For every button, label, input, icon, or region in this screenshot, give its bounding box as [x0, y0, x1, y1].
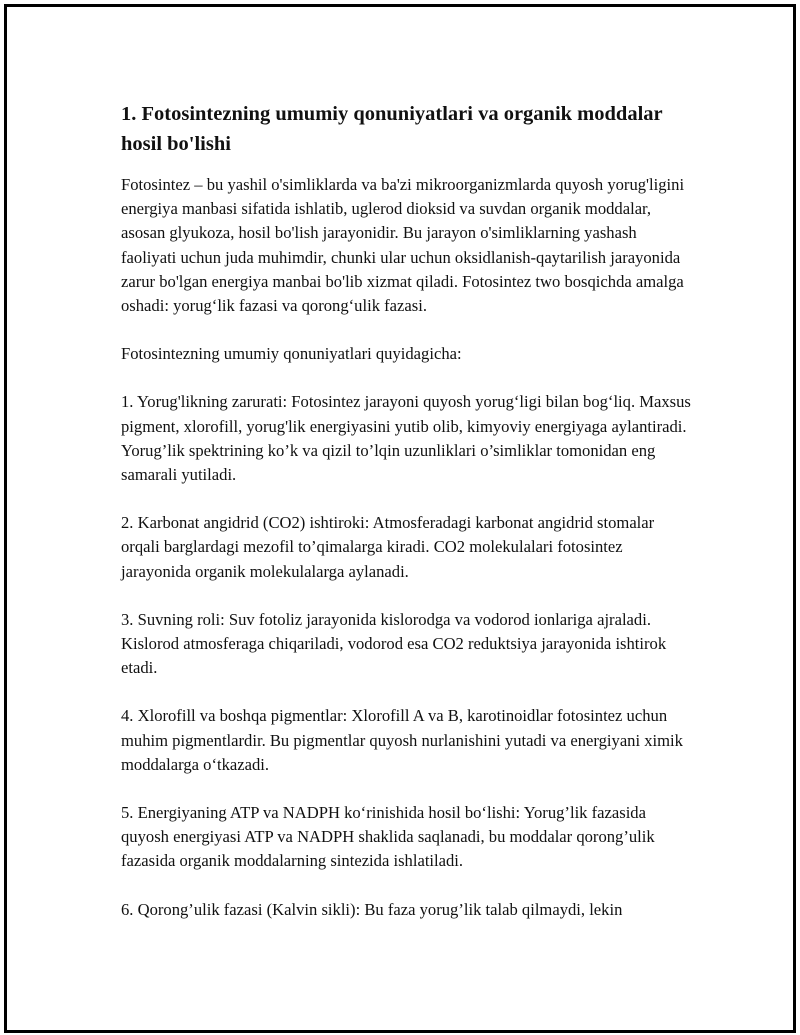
law-5-paragraph: 5. Energiyaning ATP va NADPH ko‘rinishida hosil bo‘lishi: Yorug’lik fazasida quyosh energiyasi ATP va NADPH shaklida saqlanadi, bu moddalar qorong’ulik fazasida organik moddalarning sintezida ishlatiladi. [121, 803, 655, 871]
document-heading: 1. Fotosintezning umumiy qonuniyatlari va organik moddalar hosil bo'lishi [121, 103, 663, 155]
law-6-paragraph: 6. Qorong’ulik fazasi (Kalvin sikli): Bu faza yorug’lik talab qilmaydi, lekin [121, 899, 623, 919]
law-2-paragraph: 2. Karbonat angidrid (CO2) ishtiroki: Atmosferadagi karbonat angidrid stomalar orqali barglardagi mezofil to’qimalarga kiradi. CO2 molekulalari fotosintez jarayonida organik molekulalarga aylanadi. [121, 513, 655, 581]
laws-intro-paragraph: Fotosintezning umumiy qonuniyatlari quyidagicha: [121, 344, 462, 364]
page-frame [4, 4, 796, 1033]
law-4-paragraph: 4. Xlorofill va boshqa pigmentlar: Xlorofill A va B, karotinoidlar fotosintez uchun muhim pigmentlardir. Bu pigmentlar quyosh nurlanishini yutadi va energiyani ximik moddalarga o‘tkazadi. [121, 706, 683, 774]
intro-paragraph: Fotosintez – bu yashil o'simliklarda va ba'zi mikroorganizmlarda quyosh yorug'ligini energiya manbasi sifatida ishlatib, uglerod dioksid va suvdan organik moddalar, asosan glyukoza, hosil bo'lish jarayonidir. Bu jarayon o'simliklarning yashash faoliyati uchun juda muhimdir, chunki ular uchun oksidlanish-qaytarilish jarayonida zarur bo'lgan energiya manbai bo'lib xizmat qiladi. Fotosintez two bosqichda amalga oshadi: yorug‘lik fazasi va qorong‘ulik fazasi. [121, 175, 685, 316]
document-body [121, 99, 691, 946]
law-1-paragraph: 1. Yorug'likning zarurati: Fotosintez jarayoni quyosh yorug‘ligi bilan bog‘liq. Maxsus pigment, xlorofill, yorug'lik energiyasini yutib olib, kimyoviy energiyaga aylantiradi. Yorug’lik spektrining ko’k va qizil to’lqin uzunliklari o’simliklar tomonidan eng samarali yutiladi. [121, 392, 691, 485]
law-3-paragraph: 3. Suvning roli: Suv fotoliz jarayonida kislorodga va vodorod ionlariga ajraladi. Kislorod atmosferaga chiqariladi, vodorod esa CO2 reduktsiya jarayonida ishtirok etadi. [121, 609, 667, 678]
